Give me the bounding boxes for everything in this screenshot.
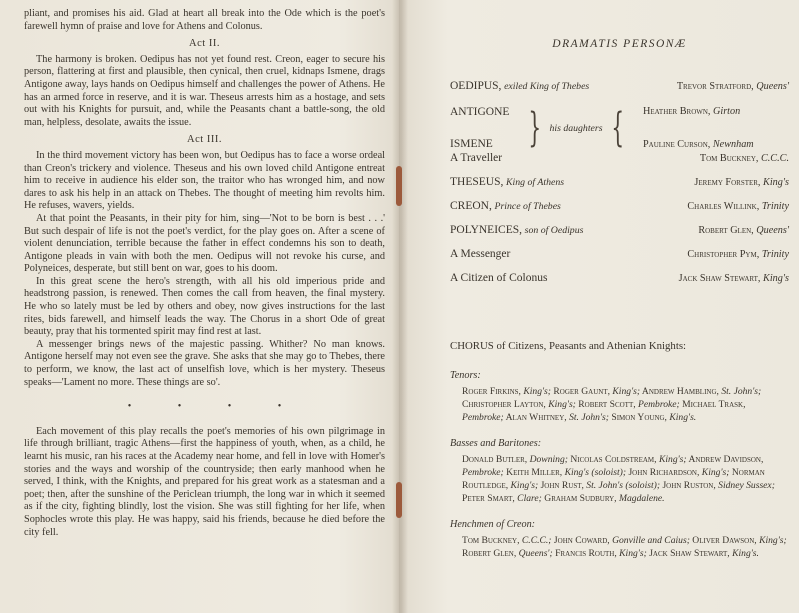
cast-row [450,176,789,200]
chorus-heading: CHORUS of Citizens, Peasants and Athenian Knights: [450,340,687,352]
role: A Messenger [450,248,511,260]
tenors-list [450,385,789,424]
cast-row [450,272,789,296]
chorus-member: Robert Glen, Queens'; [462,548,553,559]
act-3-paragraph: In the third movement victory has been won, but Oedipus has to face a worse ordeal than Creon's trickery and violence. Theseus and his own loved child Antigone entreat him to receive in audience his elder son, the traitor who has wronged him, and now dares to ask his help in an attack on Thebes. The thought of meeting him revolts him. He refuses, wavers, yields. [24,149,385,212]
cast-row [450,80,789,104]
act-3-paragraph: At that point the Peasants, in their pity for him, sing—'Not to be born is best . . .' But such despair of life is not the poet's verdict, for the play goes on. After a scene of violent denunciation, terrible because the father in effect condemns his son to death, Antigone pleads in vain with both the men. Oedipus will not revoke his curse, and Polyneices, desperate, but still bent on war, goes to his doom. [24,212,385,275]
chorus-member: Tom Buckney, C.C.C.; [462,535,552,546]
chorus-member: John Richardson, King's; [628,467,730,478]
act-3-paragraph: In this great scene the hero's strength, with all his old imperious pride and headstrong passion, is renewed. Then comes the call from heaven, the final mystery. He who so lately must be led by others and obey, now gives instructions for the last rites, bids farewell, and himself leads the way. The Chorus in a short Ode of great beauty, pray that his tormented spirit may find rest at last. [24,275,385,338]
right-brace: } [528,105,542,151]
cast-list [450,80,789,296]
cast-row [450,248,789,272]
section-separator: • • • • [127,401,304,413]
chorus-member: Robert Scott, Pembroke; [578,399,680,410]
daughter-actors [643,106,789,150]
basses-list [450,453,789,505]
actor: Heather Brown, Girton [643,106,741,117]
act-2-heading: Act II. [189,38,220,50]
actor: Robert Glen, Queens' [698,225,789,236]
left-page [0,0,399,613]
closing-paragraph: Each movement of this play recalls the poet's memories of his own pilgrimage in life through brilliant, tragic Athens—first the happiness of youth, when, as a child, he learnt his music, ran his races at the Academy near home, and fell in love with Homer's stories and the ways and worship of the countryside; then early manhood when he served, I think, with the Knights, and prepared for his great work as a statesman and a poet; then, after the sunshine of the Periclean triumph, the long war in which it seemed as if the city, fighting blindly, lost the vision. She was still fighting for her life, when Sophocles wrote this play. He was happy, said his friends, because he died before the city fell. [24,425,385,538]
synopsis [24,8,385,539]
role: ISMENE [450,138,493,150]
cast-row [450,200,789,224]
chorus-member: Andrew Davidson, Pembroke; [462,454,764,478]
cast-row [450,224,789,248]
chorus-member: John Ruston, Sidney Sussex; [662,480,775,491]
role: ANTIGONE [450,106,510,118]
chorus-member: Andrew Hambling, St. John's; [641,386,762,397]
binding-stitch [396,166,402,206]
chorus-member: Alan Whitney, St. John's; [505,412,609,423]
henchmen-heading: Henchmen of Creon: [450,519,536,530]
chorus-member: John Coward, Gonville and Caius; [553,535,690,546]
actor: Pauline Curson, Newnham [643,139,754,150]
role: A Citizen of Colonus [450,272,548,284]
role: A Traveller [450,152,503,164]
daughters-group [450,104,789,152]
cast-row [450,152,789,176]
daughters-description: his daughters [549,122,603,134]
basses-heading: Basses and Baritones: [450,438,542,449]
role: CREON, Prince of Thebes [450,200,561,212]
role: POLYNEICES, son of Oedipus [450,224,584,236]
chorus-member: Norman Routledge, King's; [462,467,765,491]
left-brace: { [610,105,624,151]
act-3-heading: Act III. [187,134,222,146]
daughter-names [450,106,522,150]
role: OEDIPUS, exiled King of Thebes [450,80,590,92]
dramatis-personae-title: DRAMATIS PERSONÆ [552,38,687,50]
actor: Jack Shaw Stewart, King's [678,273,789,284]
chorus-member: Jack Shaw Stewart, King's. [649,548,759,559]
role: THESEUS, King of Athens [450,176,565,188]
chorus-member: Christopher Layton, King's; [462,399,576,410]
actor: Charles Willink, Trinity [687,201,789,212]
chorus-member: Francis Routh, King's; [555,548,647,559]
chorus-member: Roger Firkins, King's; [462,386,551,397]
chorus-member: Nicolas Coldstream, King's; [570,454,687,465]
chorus-member: John Rust, St. John's (soloist); [540,480,661,491]
act-3-paragraph: A messenger brings news of the majestic passing. Whither? No man knows. Antigone herself may not even see the grave. She asks that she may go to Thebes, there to perform, we know, the last act of unselfish love, which is her mystery. Theseus speaks—'Lament no more. These things are so'. [24,338,385,388]
chorus-member: Roger Gaunt, King's; [553,386,641,397]
act-2-paragraph: The harmony is broken. Oedipus has not yet found rest. Creon, eager to secure his person, flattering at first and plausible, then cynical, then cruel, kidnaps Ismene, drags Antigone away, lays hands on Oedipus himself and challenges the power of Athens. He has an armed force in reserve, and it is war. Theseus arrests him as a hostage, and sets out with his Knights for pursuit, and, while the Peasants chant a battle-song, the old man, helpless, desolate, awaits the issue. [24,53,385,128]
chorus-member: Oliver Dawson, King's; [692,535,787,546]
actor: Christopher Pym, Trinity [687,249,789,260]
binding-stitch [396,482,402,518]
henchmen-list [450,534,789,560]
chorus-member: Keith Miller, King's (soloist); [506,467,627,478]
right-page [400,0,799,613]
actor: Jeremy Forster, King's [694,177,789,188]
chorus-member: Simon Young, King's. [611,412,697,423]
chorus-member: Peter Smart, Clare; [462,493,542,504]
actor: Tom Buckney, C.C.C. [699,153,789,164]
intro-paragraph: pliant, and promises his aid. Glad at heart all break into the Ode which is the poet's farewell hymn of praise and love for Athens and Colonus. [24,8,385,32]
chorus-member: Graham Sudbury, Magdalene. [544,493,665,504]
actor: Trevor Stratford, Queens' [676,81,789,92]
chorus-member: Donald Butler, Downing; [462,454,568,465]
binding-gutter [392,0,408,613]
chorus-member: Michael Trask, Pembroke; [462,399,746,423]
tenors-heading: Tenors: [450,370,481,381]
